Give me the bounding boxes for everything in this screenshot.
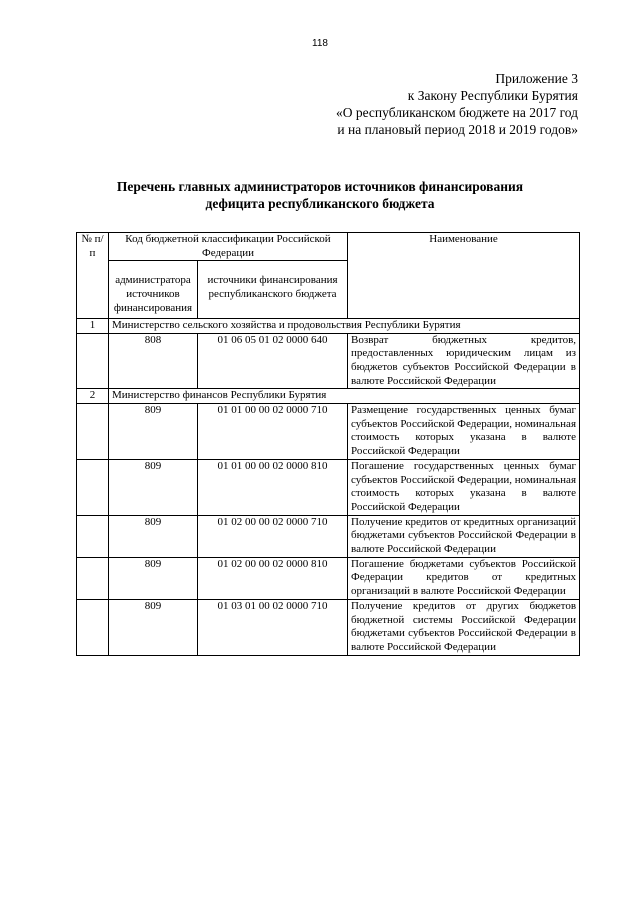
source-name: Погашение государственных ценных бумаг субъектов Российской Федерации, номинальная стоимость которых указана в валюте Российской Федерации: [348, 459, 580, 515]
admin-code: 809: [109, 557, 198, 599]
appendix-line-1: Приложение 3: [495, 71, 578, 86]
source-name: Погашение бюджетами субъектов Российской Федерации кредитов от кредитных организаций в валюте Российской Федерации: [348, 557, 580, 599]
row-number-cell: [77, 333, 109, 389]
appendix-line-4: и на плановый период 2018 и 2019 годов»: [337, 122, 578, 137]
source-code: 01 02 00 00 02 0000 710: [198, 515, 348, 557]
row-number-cell: [77, 404, 109, 460]
admin-code: 809: [109, 459, 198, 515]
administrators-table: [76, 232, 580, 656]
section-number: 2: [77, 389, 109, 404]
table-row: [77, 515, 580, 557]
admin-code: 809: [109, 599, 198, 655]
source-code: 01 01 00 00 02 0000 810: [198, 459, 348, 515]
source-name: Размещение государственных ценных бумаг субъектов Российской Федерации, номинальная стоимость которых указана в валюте Российской Федерации: [348, 404, 580, 460]
table-body: [77, 233, 580, 656]
source-code: 01 06 05 01 02 0000 640: [198, 333, 348, 389]
header-admin: администратора источников финансирования: [109, 261, 198, 318]
row-number-cell: [77, 557, 109, 599]
page-number: 118: [312, 38, 328, 49]
admin-code: 809: [109, 515, 198, 557]
appendix-line-2: к Закону Республики Бурятия: [407, 88, 578, 103]
row-number-cell: [77, 515, 109, 557]
appendix-line-3: «О республиканском бюджете на 2017 год: [335, 105, 578, 120]
admin-code: 809: [109, 404, 198, 460]
table-row: [77, 557, 580, 599]
appendix-header: [336, 70, 578, 138]
table-row: [77, 599, 580, 655]
title-line-2: дефицита республиканского бюджета: [205, 196, 435, 211]
header-num: № п/п: [77, 233, 109, 319]
document-title: [0, 178, 640, 212]
source-code: 01 03 01 00 02 0000 710: [198, 599, 348, 655]
table-row: [77, 404, 580, 460]
section-row: [77, 389, 580, 404]
source-name: Получение кредитов от кредитных организаций бюджетами субъектов Российской Федерации в валюте Российской Федерации: [348, 515, 580, 557]
table-row: [77, 333, 580, 389]
row-number-cell: [77, 599, 109, 655]
source-code: 01 02 00 00 02 0000 810: [198, 557, 348, 599]
header-name: Наименование: [348, 233, 580, 319]
section-row: [77, 318, 580, 333]
row-number-cell: [77, 459, 109, 515]
table-row: [77, 459, 580, 515]
source-name: Получение кредитов от других бюджетов бюджетной системы Российской Федерации бюджетами субъектов Российской Федерации в валюте Российской Федерации: [348, 599, 580, 655]
section-number: 1: [77, 318, 109, 333]
header-row-1: [77, 233, 580, 261]
title-line-1: Перечень главных администраторов источников финансирования: [116, 179, 524, 194]
section-title: Министерство сельского хозяйства и продовольствия Республики Бурятия: [109, 318, 580, 333]
source-code: 01 01 00 00 02 0000 710: [198, 404, 348, 460]
source-name: Возврат бюджетных кредитов, предоставленных юридическим лицам из бюджетов субъектов Российской Федерации в валюте Российской Федерации: [348, 333, 580, 389]
header-source: источники финансирования республиканского бюджета: [198, 261, 348, 318]
admin-code: 808: [109, 333, 198, 389]
header-code-group: Код бюджетной классификации Российской Федерации: [109, 233, 348, 261]
section-title: Министерство финансов Республики Бурятия: [109, 389, 580, 404]
